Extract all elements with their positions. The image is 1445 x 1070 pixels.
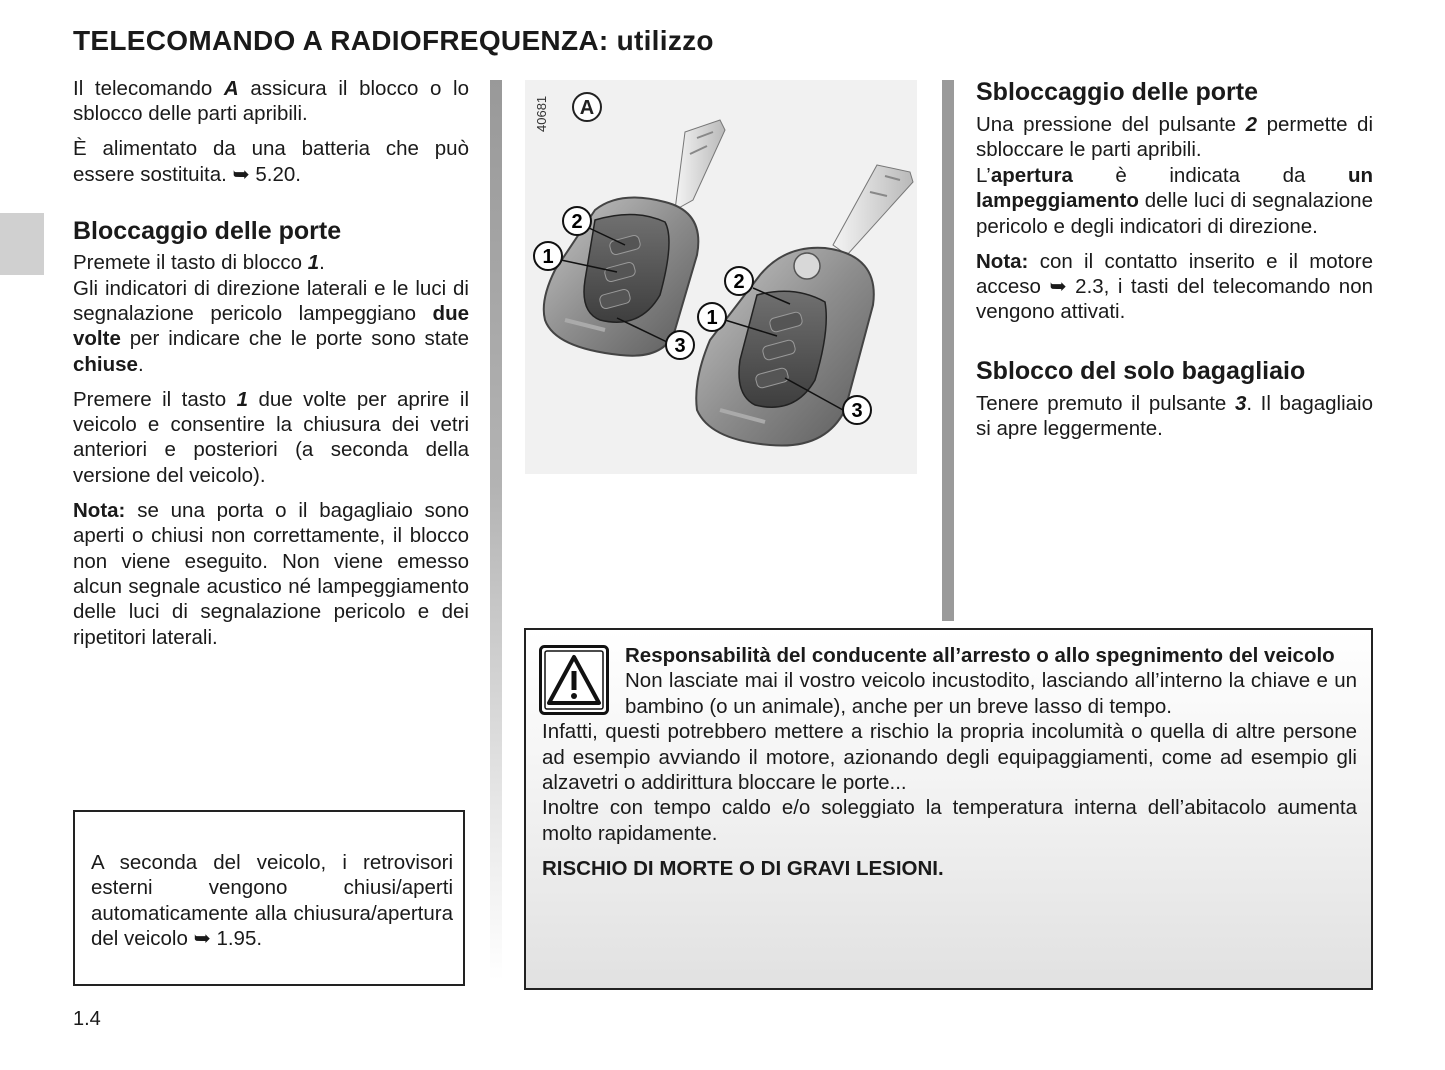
svg-text:3: 3 — [851, 400, 863, 422]
left-column — [73, 76, 469, 660]
reference-arrow-icon: ➥ — [1049, 274, 1067, 298]
reference-arrow-icon: ➥ — [193, 927, 211, 951]
figure-reference-code: 40681 — [534, 95, 549, 132]
locking-paragraph-2: Premere il tasto 1 due volte per aprire il veicolo e consentire la chiusura dei vetri anteriori e posteriori (a seconda della versione del veicolo). — [73, 387, 469, 487]
page-number: 1.4 — [73, 1008, 101, 1030]
remote-key-illustration — [525, 80, 917, 474]
danger-statement: RISCHIO DI MORTE O DI GRAVI LESIONI. — [542, 857, 944, 881]
locking-heading: Bloccaggio delle porte — [73, 217, 342, 246]
column-divider-right — [942, 80, 954, 621]
page-title: TELECOMANDO A RADIOFREQUENZA: utilizzo — [73, 25, 714, 56]
callout-2-left — [563, 207, 591, 235]
locking-note: Nota: se una porta o il bagagliaio sono aperti o chiusi non correttamente, il blocco non viene eseguito. Non viene emesso alcun segnale acustico né lampeggiamento delle luci di segnalazione pericolo e dei ripetitori laterali. — [73, 498, 469, 649]
svg-text:1: 1 — [706, 307, 718, 329]
callout-1-right — [698, 303, 726, 331]
locking-paragraph-1: Premete il tasto di blocco 1. Gli indicatori di direzione laterali e le luci di segnalazione pericolo lampeggiano due volte per indicare che le porte sono state chiuse. — [73, 251, 469, 376]
unlocking-paragraph: Una pressione del pulsante 2 permette di sbloccare le parti apribili. L’apertura è indicata da un lampeggiamento delle luci di segnalazione pericolo e degli indicatori di direzione. — [976, 113, 1373, 238]
warning-heading: Responsabilità del conducente all’arresto o allo spegnimento del veicolo — [625, 644, 1335, 667]
warning-paragraph-3: Inoltre con tempo caldo e/o soleggiato la temperatura interna dell’abitacolo aumenta molto rapidamente. — [542, 796, 1357, 845]
warning-box — [524, 628, 1373, 990]
svg-text:2: 2 — [571, 211, 583, 233]
chapter-tab — [0, 213, 44, 275]
flip-key — [696, 165, 913, 446]
right-column — [976, 76, 1373, 451]
warning-paragraph-2: Infatti, questi potrebbero mettere a rischio la propria incolumità o quella di altre persone ad esempio avviando il motore, azionando degli equipaggiamenti, come ad esempio gli alzavetri o addirittura bloccare le porte... — [542, 720, 1357, 795]
info-box — [73, 810, 465, 986]
unlocking-heading: Sbloccaggio delle porte — [976, 78, 1258, 106]
page-reference[interactable]: 2.3 — [1075, 274, 1104, 298]
boot-heading: Sblocco del solo bagagliaio — [976, 356, 1306, 385]
reference-arrow-icon: ➥ — [232, 162, 250, 186]
warning-text — [542, 643, 1357, 882]
page-reference[interactable]: 5.20. — [255, 162, 302, 186]
intro-paragraph-1: Il telecomando A assicura il blocco o lo sblocco delle parti apribili. — [73, 77, 469, 126]
label-a: A — [579, 97, 595, 119]
callout-2-right — [725, 267, 753, 295]
warning-paragraph-1: Non lasciate mai il vostro veicolo incustodito, lasciando all’interno la chiave e un bambino (o un animale), anche per un breve lasso di tempo. — [625, 669, 1357, 718]
callout-3-left — [666, 331, 694, 359]
svg-text:2: 2 — [733, 271, 745, 293]
svg-text:1: 1 — [542, 246, 554, 268]
page-reference[interactable]: 1.95. — [216, 927, 263, 951]
info-box-text: A seconda del veicolo, i retrovisori esterni vengono chiusi/aperti automaticamente alla chiusura/apertura del veicolo ➥ 1.95. — [91, 851, 453, 951]
column-divider-left — [490, 80, 502, 980]
intro-paragraph-2: È alimentato da una batteria che può essere sostituita. ➥ 5.20. — [73, 137, 469, 186]
svg-text:3: 3 — [674, 335, 686, 357]
callout-3-right — [843, 396, 871, 424]
boot-paragraph: Tenere premuto il pulsante 3. Il bagagliaio si apre leggermente. — [976, 391, 1374, 441]
remote-key-figure — [525, 80, 917, 474]
callout-1-left — [534, 242, 562, 270]
unlocking-note: Nota: con il contatto inserito e il motore acceso ➥ 2.3, i tasti del telecomando non vengono attivati. — [976, 249, 1373, 324]
